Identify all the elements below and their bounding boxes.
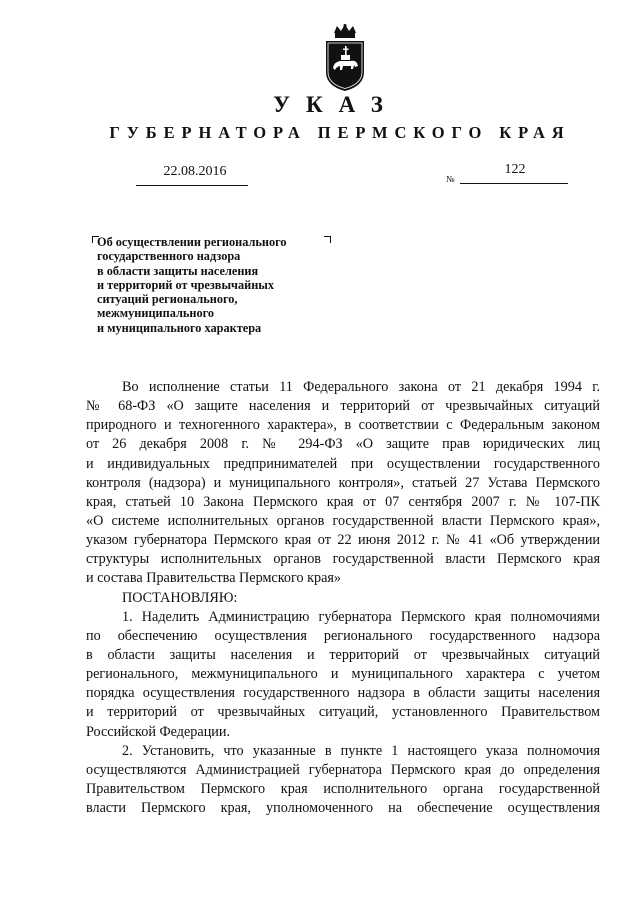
body-line: указом губернатора Пермского края от 22 июня 2012 г. № 41 «Об утверждении — [86, 532, 600, 549]
body-line: от 26 декабря 2008 г. № 294-ФЗ «О защите прав юридических лиц — [86, 436, 600, 453]
subject-line: государственного надзора — [97, 249, 241, 264]
number-label: № — [446, 174, 455, 184]
body-line: 2. Установить, что указанные в пункте 1 настоящего указа полномочия — [122, 742, 600, 759]
document-body — [86, 378, 600, 818]
body-line: власти Пермского края, уполномоченного на обеспечение осуществления — [86, 800, 600, 817]
body-line: природного и техногенного характера», в соответствии с Федеральным законом — [86, 417, 600, 434]
body-line: порядка осуществления государственного надзора в области защиты населения — [86, 685, 600, 702]
subject-line: и муниципального характера — [97, 320, 262, 335]
subject-line: и территорий от чрезвычайных — [97, 277, 275, 292]
body-line: Правительством Пермского края исполнительного органа государственной — [86, 780, 600, 797]
body-line: края, статьей 10 Закона Пермского края от 07 сентября 2007 г. № 107-ПК — [86, 493, 600, 510]
body-line: по обеспечению осуществления регионального государственного надзора — [86, 627, 600, 644]
body-line: регионального, межмуниципального и муниципального характера с учетом — [86, 666, 600, 683]
number-underline — [460, 183, 568, 184]
body-line: и территорий от чрезвычайных ситуаций, установленного Правительством — [86, 704, 600, 721]
document-subject — [97, 235, 367, 335]
body-line: 1. Наделить Администрацию губернатора Пермского края полномочиями — [122, 608, 600, 625]
document-type-title: УКАЗ — [273, 92, 399, 117]
document-number: 122 — [504, 162, 526, 177]
body-line: контроля (надзора) и муниципального контроля», статьей 27 Устава Пермского — [86, 474, 600, 491]
body-line: в области защиты населения и территорий от чрезвычайных ситуаций — [86, 646, 600, 663]
subject-line: межмуниципального — [97, 306, 215, 321]
coat-of-arms-emblem — [322, 24, 368, 92]
decree-keyword: ПОСТАНОВЛЯЮ: — [122, 589, 238, 606]
body-line: осуществляются Администрацией губернатора Пермского края до определения — [86, 761, 600, 778]
body-line: и индивидуальных предпринимателей при осуществлении государственного — [86, 455, 600, 472]
body-line: «О системе исполнительных органов государственной власти Пермского края», — [86, 512, 600, 529]
body-line: структуры исполнительных органов государственной власти Пермского края — [86, 551, 600, 568]
body-line: и состава Правительства Пермского края» — [86, 570, 342, 587]
subject-line: в области защиты населения — [97, 263, 259, 278]
document-date: 22.08.2016 — [163, 164, 227, 179]
subject-line: ситуаций регионального, — [97, 292, 238, 307]
body-line: Во исполнение статьи 11 Федерального закона от 21 декабря 1994 г. — [122, 379, 600, 395]
issuer-title: ГУБЕРНАТОРА ПЕРМСКОГО КРАЯ — [109, 123, 571, 142]
body-line: № 68-ФЗ «О защите населения и территорий от чрезвычайных ситуаций — [86, 398, 600, 415]
date-underline — [136, 185, 248, 186]
subject-line: Об осуществлении регионального — [97, 235, 287, 249]
body-line: Российской Федерации. — [86, 723, 231, 740]
